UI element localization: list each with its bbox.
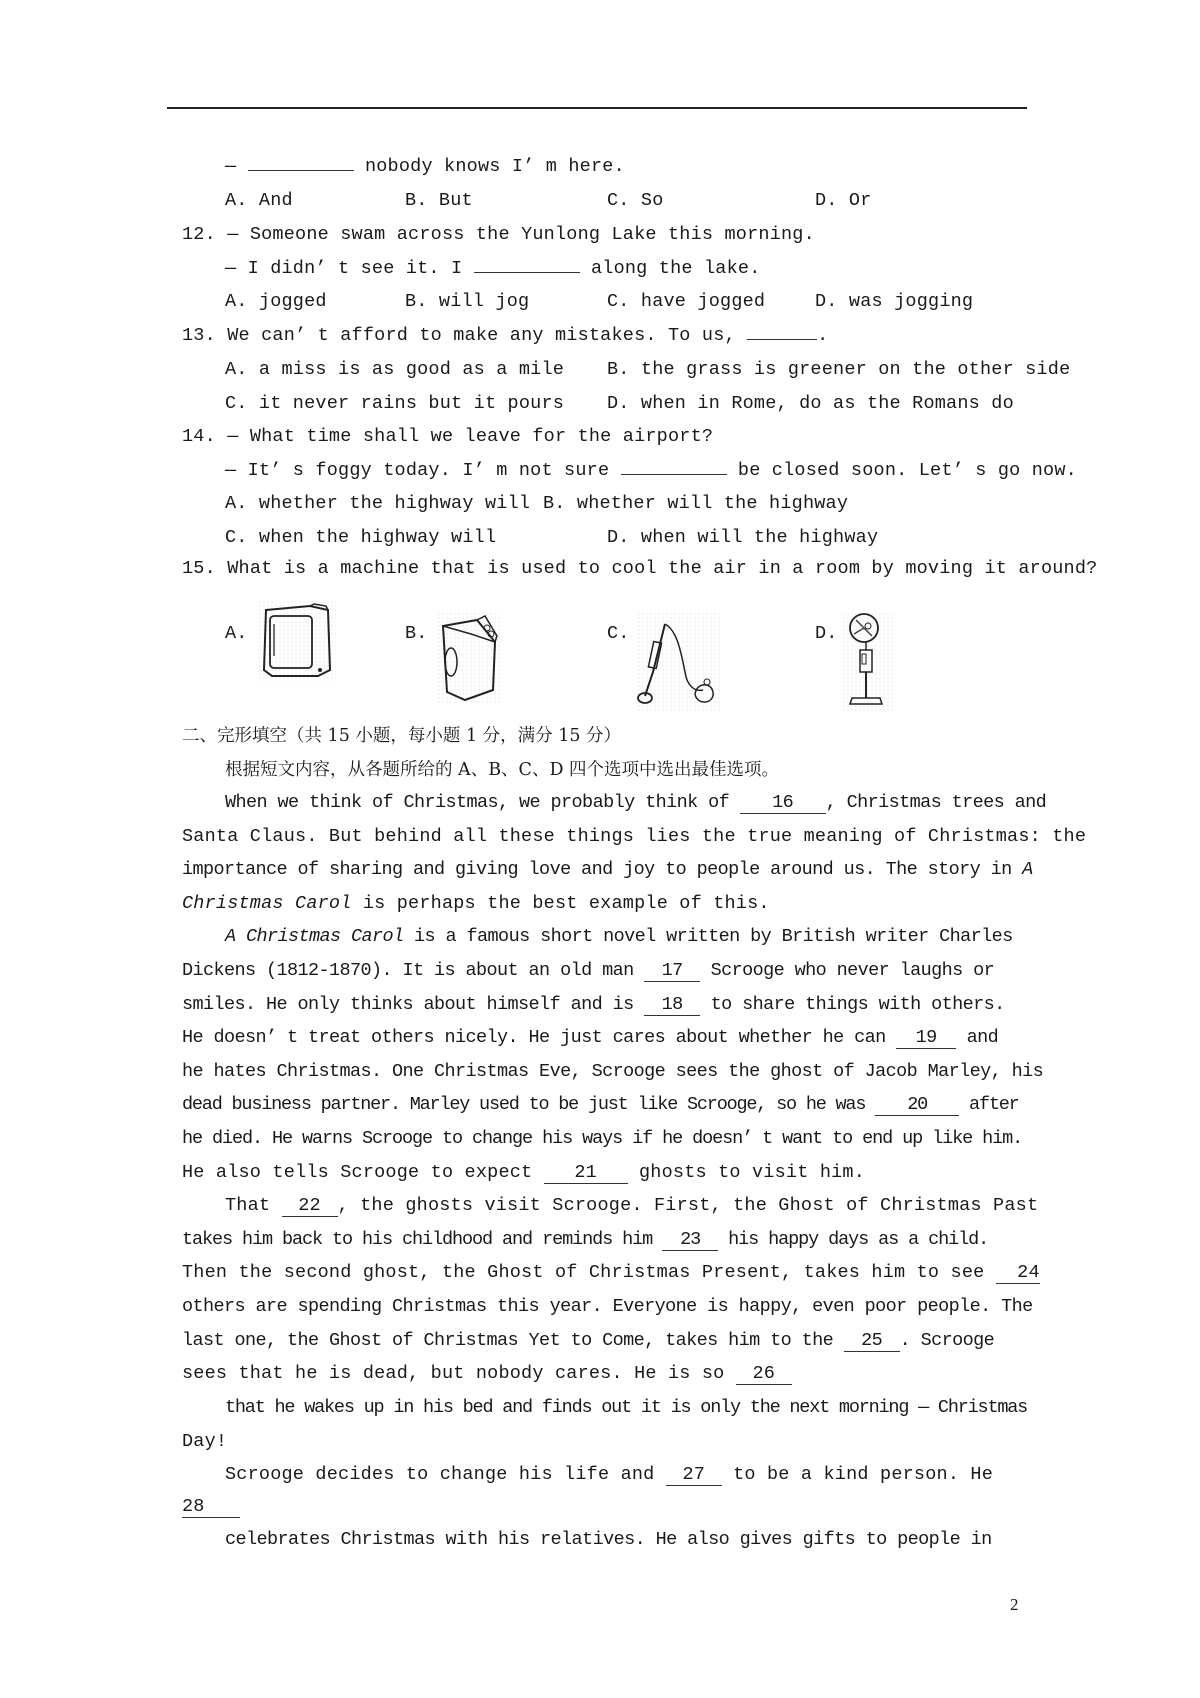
q14-text-before: — It’ s foggy today. I’ m not sure	[225, 460, 610, 481]
text: Scrooge decides to change his life and	[225, 1464, 655, 1485]
text: his happy days as a child.	[728, 1229, 989, 1250]
q11-option-c[interactable]: C. So	[607, 190, 664, 211]
passage-line	[182, 1093, 1019, 1117]
q14-line2	[225, 459, 1077, 483]
q15-option-b-label[interactable]: B.	[405, 623, 428, 644]
q12-line1	[182, 223, 815, 247]
q12-option-a[interactable]: A. jogged	[225, 291, 327, 312]
text: last one, the Ghost of Christmas Yet to Come, takes him to the	[182, 1330, 834, 1351]
passage-line: others are spending Christmas this year. Everyone is happy, even poor people. The	[182, 1296, 1033, 1317]
question-number: 15.	[182, 558, 216, 579]
passage-line	[182, 1161, 865, 1185]
section-instruction: 根据短文内容，从各题所给的 A、B、C、D 四个选项中选出最佳选项。	[225, 760, 780, 780]
q13-option-d[interactable]: D. when in Rome, do as the Romans do	[607, 393, 1014, 414]
blank-27[interactable]: 27	[666, 1465, 722, 1486]
blank-18[interactable]: 18	[644, 995, 700, 1016]
passage-line: he died. He warns Scrooge to change his ways if he doesn’ t want to end up like him.	[182, 1128, 1023, 1149]
q12-line2	[225, 257, 761, 281]
q14-line1	[182, 425, 713, 449]
page-number: 2	[1010, 1595, 1019, 1614]
passage-line: that he wakes up in his bed and finds out it is only the next morning — Christmas	[225, 1397, 1028, 1418]
blank-19[interactable]: 19	[896, 1028, 956, 1049]
q15-text: What is a machine that is used to cool the air in a room by moving it around?	[227, 558, 1098, 579]
q15-option-c-label[interactable]: C.	[607, 623, 630, 644]
text: to be a kind person. He	[733, 1464, 994, 1485]
q14-text: — What time shall we leave for the airport?	[227, 426, 714, 447]
blank-16[interactable]: 16	[740, 793, 826, 814]
text: . Scrooge	[899, 1330, 995, 1351]
text: is a famous short novel written by British writer Charles	[414, 926, 1013, 947]
q13-option-a[interactable]: A. a miss is as good as a mile	[225, 359, 565, 380]
q13-line	[182, 324, 828, 348]
q11-line	[225, 155, 625, 179]
passage-line: celebrates Christmas with his relatives. He also gives gifts to people in	[225, 1529, 992, 1550]
blank-24[interactable]: 24	[996, 1263, 1040, 1284]
answer-blank[interactable]	[474, 272, 580, 273]
q12-option-b[interactable]: B. will jog	[405, 291, 530, 312]
q14-option-c[interactable]: C. when the highway will	[225, 527, 497, 548]
answer-blank[interactable]	[747, 339, 817, 340]
text: He doesn’ t treat others nicely. He just cares about whether he can	[182, 1027, 886, 1048]
q13-text: We can’ t afford to make any mistakes. To us,	[227, 325, 736, 346]
italic-title: Christmas Carol	[182, 893, 352, 914]
passage-line: Day!	[182, 1431, 228, 1452]
q14-option-a[interactable]: A. whether the highway will	[225, 493, 531, 514]
text: Scrooge who never laughs or	[710, 960, 995, 981]
q14-text-after: be closed soon. Let’ s go now.	[737, 460, 1077, 481]
vacuum-cleaner-icon[interactable]	[637, 612, 721, 712]
italic-title: A	[1022, 859, 1033, 880]
text: ghosts to visit him.	[638, 1162, 866, 1183]
text: , the ghosts visit Scrooge. First, the Ghost of Christmas Past	[337, 1195, 1039, 1216]
passage-line: Santa Claus. But behind all these things lies the true meaning of Christmas: the	[182, 826, 1087, 847]
q15-option-a-label[interactable]: A.	[225, 623, 248, 644]
answer-blank[interactable]	[621, 474, 727, 475]
q11-option-d[interactable]: D. Or	[815, 190, 872, 211]
q12-option-c[interactable]: C. have jogged	[607, 291, 766, 312]
passage-line	[182, 993, 1005, 1017]
q15-line	[182, 557, 1097, 581]
passage-line	[182, 1362, 792, 1386]
text: importance of sharing and giving love and joy to people around us. The story in	[182, 859, 1012, 880]
text: Dickens (1812-1870). It is about an old man	[182, 960, 634, 981]
text: , Christmas trees and	[825, 792, 1047, 813]
blank-26[interactable]: 26	[736, 1364, 792, 1385]
text: is perhaps the best example of this.	[362, 893, 770, 914]
text: dead business partner. Marley used to be just like Scrooge, so he was	[182, 1094, 866, 1115]
text: Then the second ghost, the Ghost of Christmas Present, takes him to see	[182, 1262, 985, 1283]
blank-17[interactable]: 17	[644, 961, 700, 982]
question-number: 14.	[182, 426, 216, 447]
q13-option-b[interactable]: B. the grass is greener on the other side	[607, 359, 1071, 380]
text: sees that he is dead, but nobody cares. He is so	[182, 1363, 725, 1384]
passage-line	[182, 1026, 998, 1050]
passage-line	[225, 1463, 993, 1487]
q12-text-before: — I didn’ t see it. I	[225, 258, 463, 279]
blank-21[interactable]: 21	[544, 1163, 628, 1184]
q13-option-c[interactable]: C. it never rains but it pours	[225, 393, 565, 414]
passage-line	[182, 892, 770, 916]
passage-line	[182, 1329, 994, 1353]
question-number: 13.	[182, 325, 216, 346]
blank-20[interactable]: 20	[875, 1095, 959, 1116]
text: and	[966, 1027, 999, 1048]
passage-line	[225, 791, 1046, 815]
q12-text: — Someone swam across the Yunlong Lake this morning.	[227, 224, 815, 245]
blank-23[interactable]: 23	[662, 1230, 718, 1251]
blank-22[interactable]: 22	[282, 1196, 338, 1217]
passage-line	[182, 1261, 1040, 1285]
answer-blank[interactable]	[248, 170, 354, 171]
electric-fan-icon[interactable]	[842, 612, 894, 712]
passage-line	[225, 1194, 1038, 1218]
text: That	[225, 1195, 271, 1216]
passage-line	[182, 858, 1033, 882]
q12-option-d[interactable]: D. was jogging	[815, 291, 974, 312]
text: takes him back to his childhood and reminds him	[182, 1229, 653, 1250]
passage-line: he hates Christmas. One Christmas Eve, Scrooge sees the ghost of Jacob Marley, his	[182, 1061, 1044, 1082]
q13-period: .	[817, 325, 829, 346]
header-rule	[167, 107, 1027, 109]
text: after	[969, 1094, 1019, 1115]
italic-title: A Christmas Carol	[225, 926, 404, 947]
dash: —	[225, 156, 237, 177]
q15-option-d-label[interactable]: D.	[815, 623, 838, 644]
q14-option-b[interactable]: B. whether will the highway	[543, 493, 849, 514]
q14-option-d[interactable]: D. when will the highway	[607, 527, 879, 548]
q11-option-b[interactable]: B. But	[405, 190, 473, 211]
passage-line	[182, 1495, 240, 1519]
q11-option-a[interactable]: A. And	[225, 190, 293, 211]
passage-line	[182, 1228, 988, 1252]
text: to share things with others.	[710, 994, 1005, 1015]
text: smiles. He only thinks about himself and is	[182, 994, 634, 1015]
text: He also tells Scrooge to expect	[182, 1162, 533, 1183]
passage-line	[182, 959, 994, 983]
section-title: 二、完形填空（共 15 小题，每小题 1 分，满分 15 分）	[182, 726, 622, 746]
text: When we think of Christmas, we probably think of	[225, 792, 730, 813]
passage-line	[225, 925, 1013, 949]
television-icon[interactable]	[258, 600, 336, 682]
q12-text-after: along the lake.	[590, 258, 761, 279]
q11-text: nobody knows I’ m here.	[364, 156, 625, 177]
blank-25[interactable]: 25	[844, 1331, 900, 1352]
washing-machine-icon[interactable]	[437, 612, 501, 704]
question-number: 12.	[182, 224, 216, 245]
blank-28[interactable]: 28	[182, 1497, 240, 1518]
